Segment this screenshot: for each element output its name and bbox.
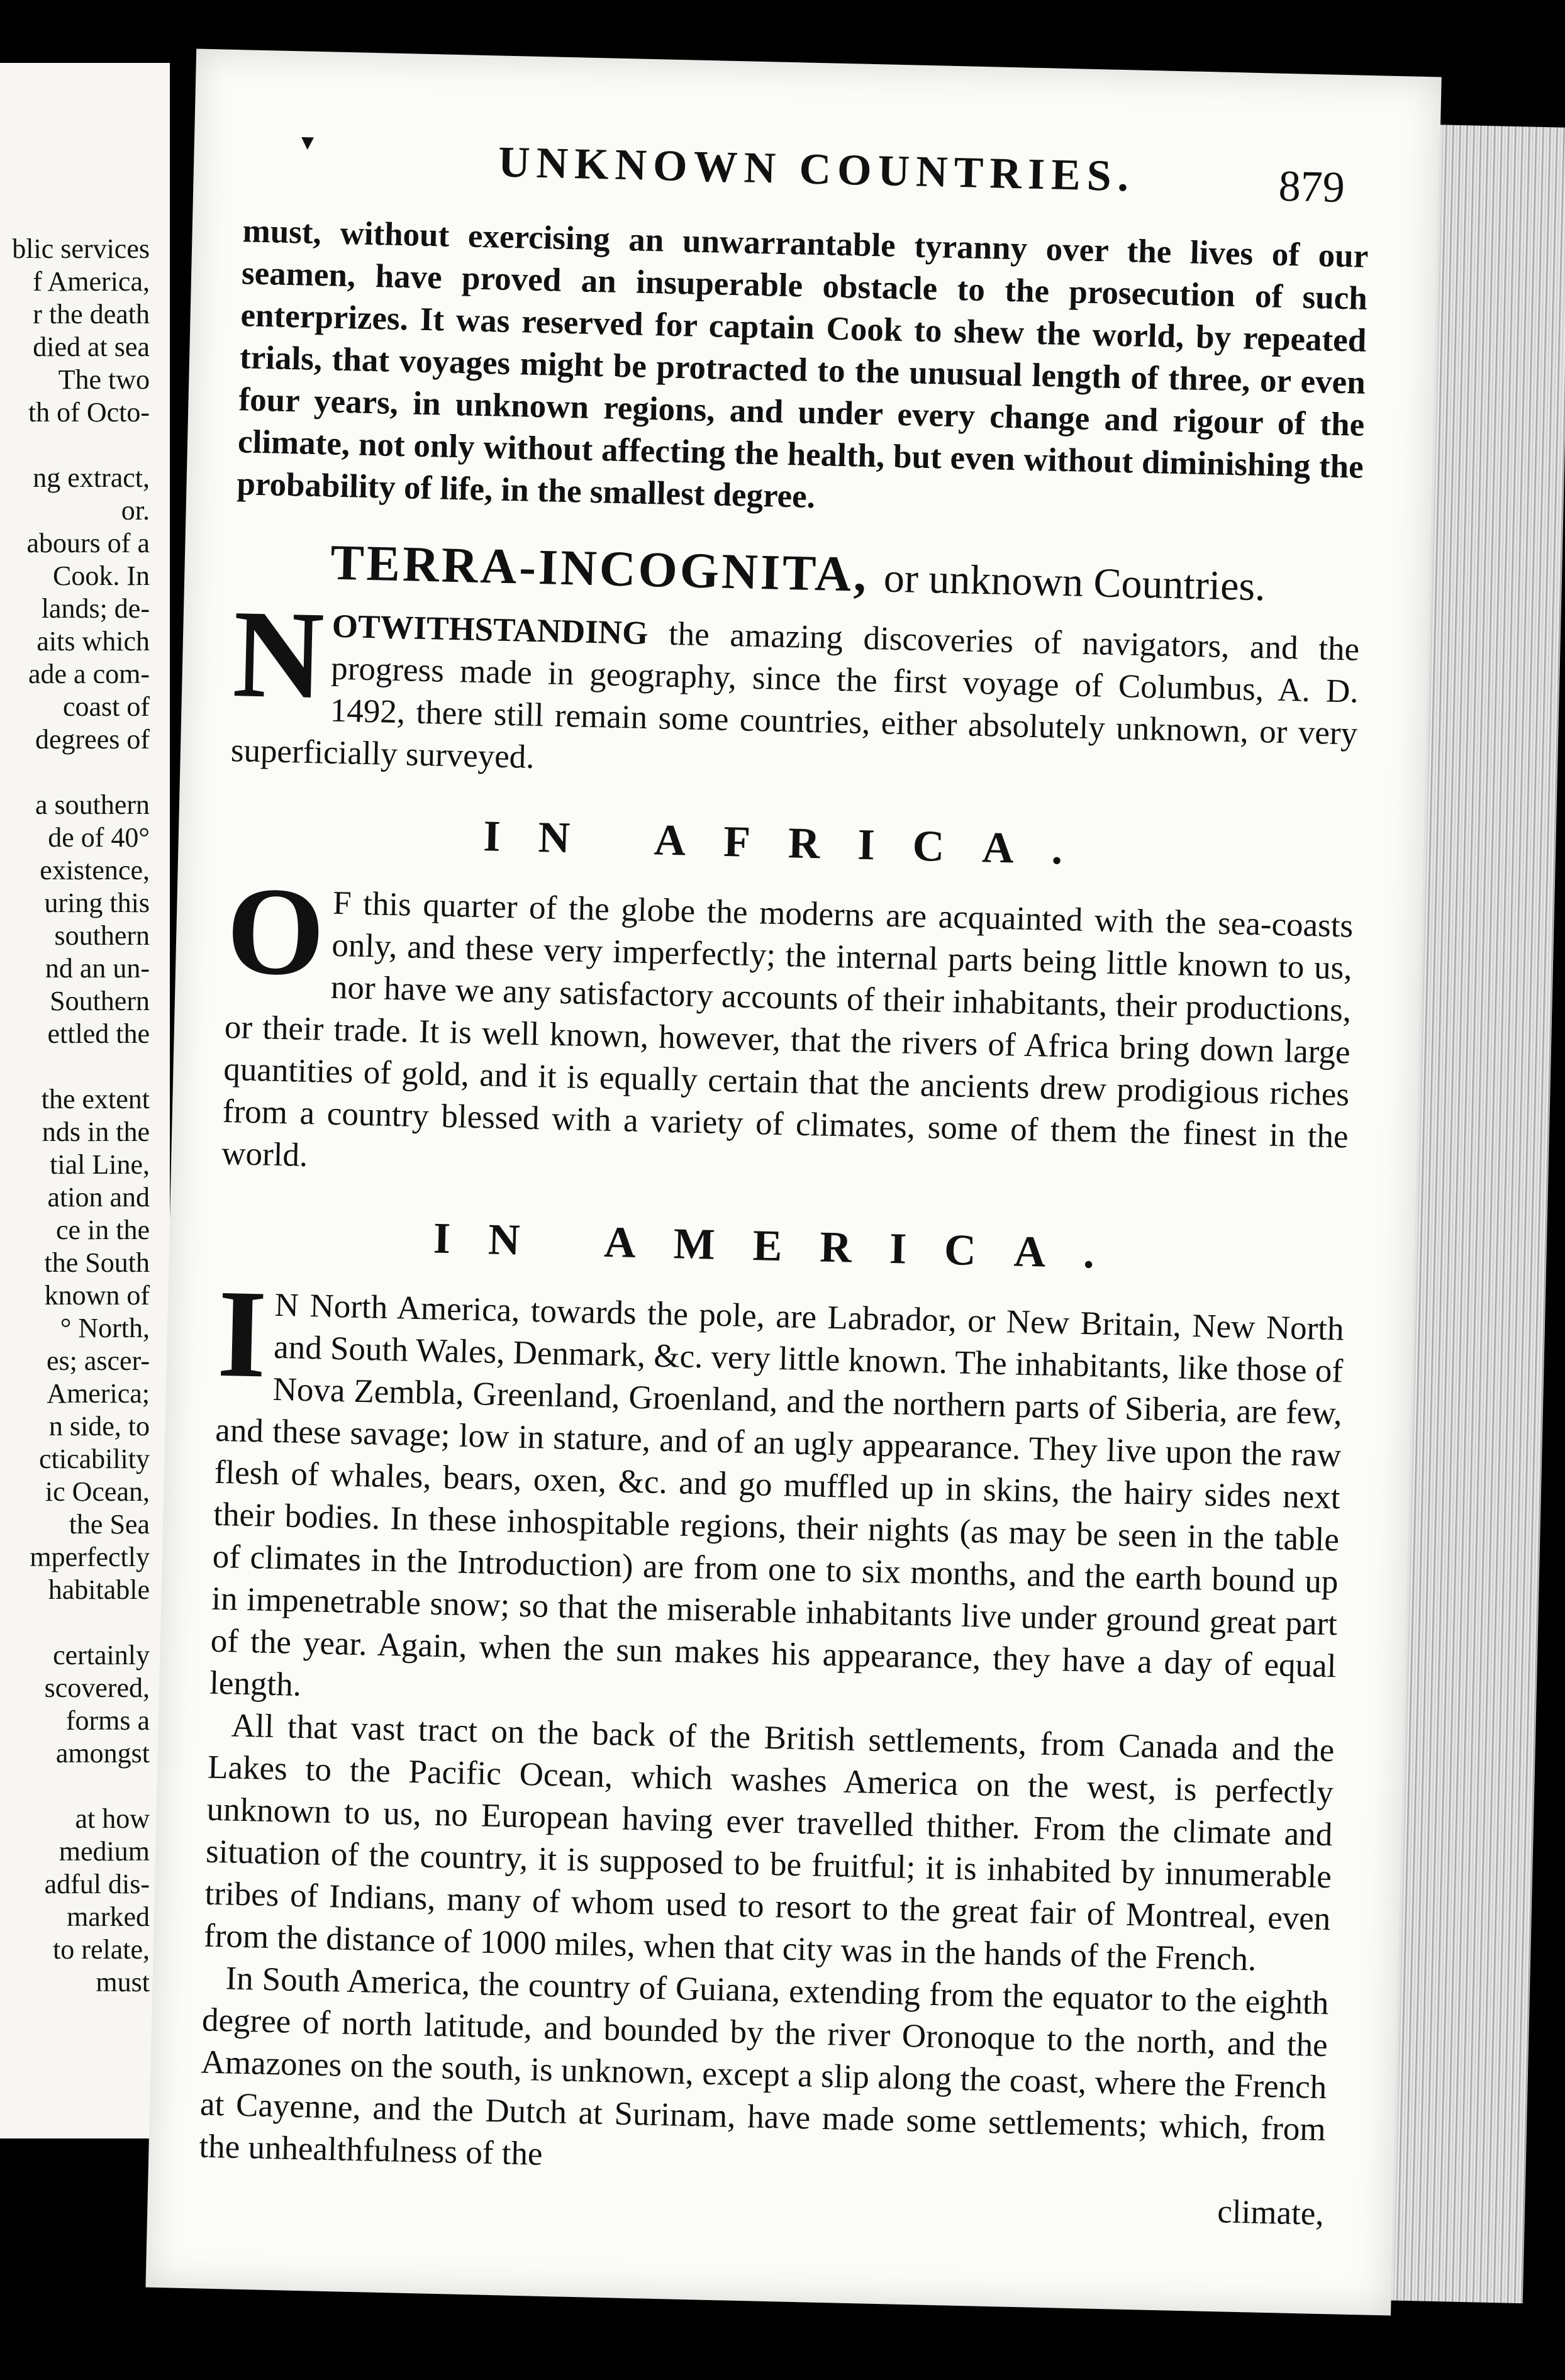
previous-page-line: tial Line, <box>50 1149 150 1180</box>
book-page <box>145 49 1441 2316</box>
previous-page-line: nd an un- <box>45 953 150 984</box>
previous-page-line: ettled the <box>47 1018 150 1049</box>
previous-page-line: medium <box>58 1836 150 1867</box>
section-title <box>235 535 1361 610</box>
previous-page-line: certainly <box>53 1640 150 1671</box>
previous-page-line: nds in the <box>42 1116 150 1147</box>
terra-text: the amazing discoveries of navigators, and the progress made in geography, since the first voyage of Columbus, A. D. 1492, there still remain some countries, either absolutely unknown, or very superficially surveyed. <box>230 615 1360 776</box>
section-title-sub: or unknown Countries. <box>883 555 1266 610</box>
africa-text: F this quarter of the globe the moderns are acquainted with the sea-coasts only, and these very imperfectly; the internal parts being little known to us, nor have we any satisfactory accounts of their inhabitants, their productions, or their trade. It is well known, however, that the rivers of Africa bring down large quantities of gold, and it is equally certain that the ancients drew prodigious riches from a country blessed with a variety of climates, some of them the finest in the world. <box>221 884 1354 1174</box>
previous-page-line: the Sea <box>69 1509 150 1540</box>
previous-page-line: blic services <box>12 233 150 264</box>
previous-page-line: aits which <box>36 626 150 657</box>
previous-page-line: mperfectly <box>30 1542 150 1572</box>
previous-page-line: Southern <box>50 986 150 1016</box>
previous-page-line: America; <box>47 1378 150 1409</box>
previous-page-line: ade a com- <box>28 659 150 689</box>
previous-page-text <box>0 233 150 1999</box>
previous-page-line: ce in the <box>55 1215 150 1245</box>
previous-page-line: a southern <box>35 789 150 820</box>
previous-page-line: marked <box>67 1901 150 1932</box>
previous-page-line: must <box>96 1967 150 1998</box>
section-title-main: TERRA-INCOGNITA, <box>330 535 870 603</box>
previous-page <box>0 63 170 2138</box>
africa-paragraph <box>221 861 1354 1200</box>
previous-page-line: scovered, <box>44 1672 150 1703</box>
previous-page-line: uring this <box>44 887 150 918</box>
page-body <box>198 210 1369 2235</box>
america-paragraph-1 <box>209 1264 1345 1730</box>
previous-page-line: amongst <box>55 1738 150 1769</box>
previous-page-line: Cook. In <box>53 560 150 591</box>
previous-page-line: th of Octo- <box>28 397 150 428</box>
previous-page-line: cticability <box>39 1443 150 1474</box>
previous-page-line: or. <box>121 495 150 526</box>
previous-page-line <box>0 1050 150 1083</box>
previous-page-line: adful dis- <box>44 1869 150 1899</box>
previous-page-line: forms a <box>65 1705 150 1736</box>
running-mark: ▾ <box>301 127 315 156</box>
previous-page-line: existence, <box>40 855 150 886</box>
heading-america: IN AMERICA. <box>432 1214 1133 1279</box>
previous-page-line <box>0 756 150 789</box>
previous-page-line <box>0 1770 150 1803</box>
previous-page-line <box>0 429 150 462</box>
previous-page-line: abours of a <box>26 528 150 559</box>
previous-page-line: degrees of <box>35 724 150 755</box>
drop-cap-o: O <box>225 861 326 1003</box>
previous-page-line: ng extract, <box>33 462 150 493</box>
heading-africa: IN AFRICA. <box>482 812 1101 875</box>
previous-page-line: r the death <box>33 299 150 330</box>
previous-page-line: the extent <box>41 1084 150 1115</box>
intro-paragraph: must, without exercising an unwarrantable tyranny over the lives of our seamen, have proved an insuperable obstacle to the prosecution of such enterprizes. It was reserved for captain Cook to shew the world, by repeated trials, that voyages might be protracted to the unusual length of three, or even four years, in unknown regions, and under every change and rigour of the climate, not only without affecting the health, but even without diminishing the probability of life, in the smallest degree. <box>236 213 1369 516</box>
drop-cap-i: I <box>216 1264 269 1404</box>
running-head: UNKNOWN COUNTRIES. <box>498 138 1136 201</box>
america-paragraph-3: In South America, the country of Guiana, extending from the equator to the eighth degree of north latitude, and bounded by the river Oronoque to the north, and the Amazones on the south, is unknown, except a slip along the coast, where the French at Cayenne, and the Dutch at Surinam, have made some settlements; which, from the unhealthfulness of the <box>198 1960 1329 2172</box>
previous-page-line <box>0 1606 150 1639</box>
america-text-1: N North America, towards the pole, are Labrador, or New Britain, New North and South Wales, Denmark, &c. very little known. The inhabitants, like those of Nova Zembla, Greenland, Groenland, and the northern parts of Siberia, are few, and these savage; low in stature, and of an ugly appearance. They live upon the raw flesh of whales, bears, oxen, &c. and go muffled up in skins, the hairy sides next their bodies. In these inhospitable regions, their nights (as may be seen in the table of climates in the Introduction) are from one to six months, and the earth bound up in impenetrable snow; so that the miserable inhabitants live under ground great part of the year. Again, when the sun makes his appearance, they have a day of equal length. <box>209 1286 1345 1703</box>
terra-paragraph <box>230 584 1360 798</box>
previous-page-line: f America, <box>33 266 150 297</box>
previous-page-line: habitable <box>48 1574 150 1605</box>
previous-page-line: lands; de- <box>41 593 150 624</box>
previous-page-line: n side, to <box>48 1411 150 1442</box>
previous-page-line: coast of <box>62 691 150 722</box>
previous-page-line: to relate, <box>53 1934 150 1965</box>
previous-page-line: es; ascer- <box>46 1345 150 1376</box>
previous-page-line: southern <box>54 920 150 951</box>
drop-cap-n: N <box>231 584 326 726</box>
previous-page-line: ° North, <box>60 1313 150 1343</box>
previous-page-line: known of <box>44 1280 150 1311</box>
previous-page-line: ic Ocean, <box>45 1476 150 1507</box>
america-paragraph-2: All that vast tract on the back of the British settlements, from Canada and the Lakes to the Pacific Ocean, which washes America on the west, is perfectly unknown to us, no European having ever travelled thither. From the climate and situation of the country, it is supposed to be fruitful; it is inhabited by innumerable tribes of Indians, many of whom used to resort to the great fair of Montreal, even from the distance of 1000 miles, when that city was in the hands of the French. <box>203 1707 1335 1978</box>
previous-page-line: at how <box>75 1803 150 1834</box>
previous-page-line: de of 40° <box>48 822 150 853</box>
previous-page-line: the South <box>44 1247 150 1278</box>
previous-page-line: The two <box>58 364 150 395</box>
previous-page-line: ation and <box>47 1182 150 1213</box>
catchword: climate, <box>1217 2193 1325 2233</box>
previous-page-line: died at sea <box>33 331 150 362</box>
page-number: 879 <box>1278 162 1345 213</box>
terra-lead-word: OTWITHSTANDING <box>331 608 649 652</box>
